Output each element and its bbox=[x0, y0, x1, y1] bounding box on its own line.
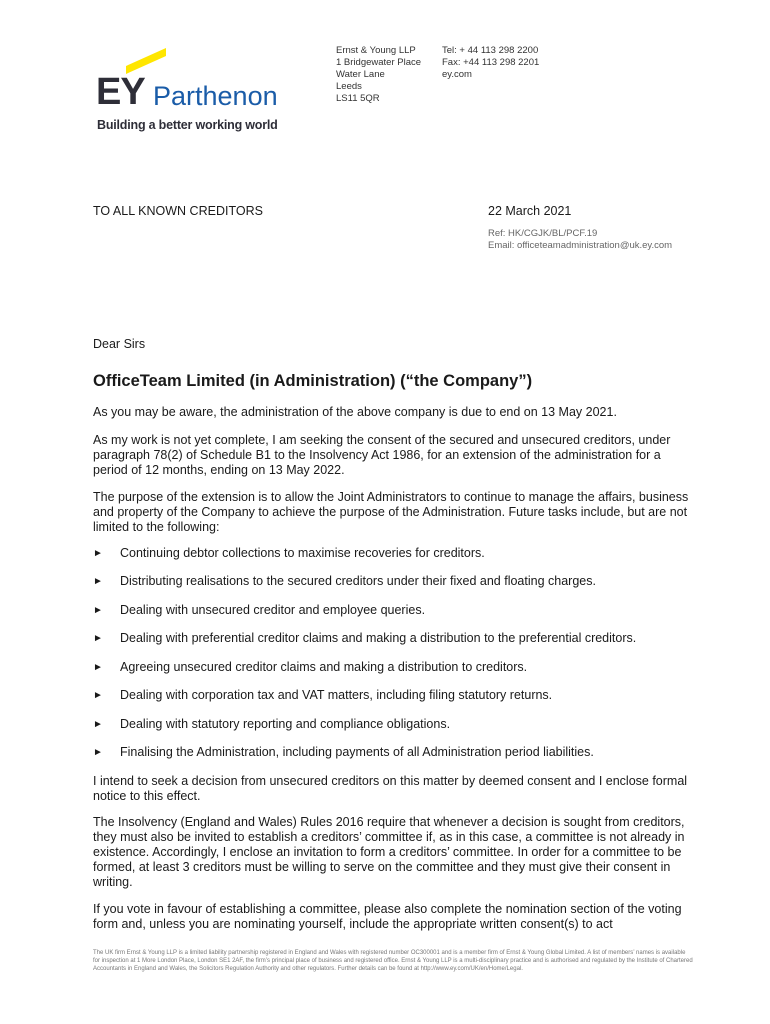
salutation: Dear Sirs bbox=[93, 337, 146, 351]
list-item-text: Dealing with unsecured creditor and employee queries. bbox=[120, 603, 426, 617]
paragraph: As my work is not yet complete, I am seeking the consent of the secured and unsecured creditors, under paragraph 78(2) of Schedule B1 to the Insolvency Act 1986, for an extension of the administration for a period of 12 months, ending on 13 May 2022. bbox=[93, 433, 671, 477]
address-line: LS11 5QR bbox=[336, 93, 380, 104]
address-line: Leeds bbox=[336, 81, 362, 92]
paragraph: As you may be aware, the administration of the above company is due to end on 13 May 2021. bbox=[93, 405, 617, 419]
ey-parthenon-logo bbox=[96, 42, 316, 137]
paragraph: I intend to seek a decision from unsecured creditors on this matter by deemed consent and I enclose formal notice to this effect. bbox=[93, 774, 688, 803]
reference-block bbox=[488, 228, 672, 252]
logo-name: Parthenon bbox=[153, 81, 278, 111]
logo-tagline: Building a better working world bbox=[97, 118, 278, 132]
list-item-text: Agreeing unsecured creditor claims and making a distribution to creditors. bbox=[120, 660, 528, 674]
letter-date: 22 March 2021 bbox=[488, 204, 572, 218]
list-item-text: Distributing realisations to the secured creditors under their fixed and floating charges. bbox=[120, 574, 596, 588]
address-line: Ernst & Young LLP bbox=[336, 45, 416, 56]
bullet-arrow-icon: ► bbox=[93, 576, 103, 587]
reference: Ref: HK/CGJK/BL/PCF.19 bbox=[488, 228, 598, 239]
bullet-arrow-icon: ► bbox=[93, 633, 103, 644]
list-item-text: Dealing with preferential creditor claims and making a distribution to the preferential creditors. bbox=[120, 631, 637, 645]
letter-heading: OfficeTeam Limited (in Administration) (“the Company”) bbox=[93, 372, 533, 390]
website-link[interactable]: ey.com bbox=[442, 69, 472, 80]
bullet-arrow-icon: ► bbox=[93, 548, 103, 559]
list-item-text: Finalising the Administration, including payments of all Administration period liabilities. bbox=[120, 745, 594, 759]
address-line: 1 Bridgewater Place bbox=[336, 57, 422, 68]
fax: Fax: +44 113 298 2201 bbox=[442, 57, 540, 68]
bullet-arrow-icon: ► bbox=[93, 690, 103, 701]
logo-brand: EY bbox=[96, 71, 145, 113]
address-line: Water Lane bbox=[336, 69, 385, 80]
bullet-arrow-icon: ► bbox=[93, 605, 103, 616]
telephone: Tel: + 44 113 298 2200 bbox=[442, 45, 539, 56]
recipient: TO ALL KNOWN CREDITORS bbox=[93, 204, 263, 218]
paragraph: The Insolvency (England and Wales) Rules 2016 require that whenever a decision is sought from creditors, they must also be invited to establish a creditors’ committee if, as in this case, a committee is not already in existence. Accordingly, I enclose an invitation to form a creditors’ committee. In order for a committee to be formed, at least 3 creditors must be willing to serve on the committee and they must give their consent in writing. bbox=[93, 815, 685, 889]
sender-contact bbox=[442, 45, 539, 81]
bullet-arrow-icon: ► bbox=[93, 719, 103, 730]
bullet-arrow-icon: ► bbox=[93, 662, 103, 673]
sender-address bbox=[336, 45, 421, 105]
paragraph: If you vote in favour of establishing a committee, please also complete the nomination section of the voting form and, unless you are nominating yourself, include the appropriate written consent(s) to act bbox=[93, 902, 682, 931]
list-item-text: Continuing debtor collections to maximise recoveries for creditors. bbox=[120, 546, 485, 560]
email-address[interactable]: Email: officeteamadministration@uk.ey.com bbox=[488, 240, 673, 251]
paragraph: The purpose of the extension is to allow the Joint Administrators to continue to manage the affairs, business and property of the Company to achieve the purpose of the Administration. Future tasks include, but are not limited to the following: bbox=[93, 490, 689, 534]
list-item-text: Dealing with corporation tax and VAT matters, including filing statutory returns. bbox=[120, 688, 553, 702]
legal-footer: The UK firm Ernst & Young LLP is a limited liability partnership registered in England and Wales with registered number OC300001 and is a member firm of Ernst & Young Global Limited. A list of members’ names is available for inspection at 1 More London Place, London SE1 2AF, the firm’s principal place of business and registered office. Ernst & Young LLP is a multi-disciplinary practice and is authorised and regulated by the Institute of Chartered Accountants in England and Wales, the Solicitors Regulation Authority and other regulators. Further details can be found at http://www.ey.com/UK/en/Home/Legal. bbox=[93, 950, 693, 972]
list-item-text: Dealing with statutory reporting and compliance obligations. bbox=[120, 717, 451, 731]
bullet-arrow-icon: ► bbox=[93, 747, 103, 758]
